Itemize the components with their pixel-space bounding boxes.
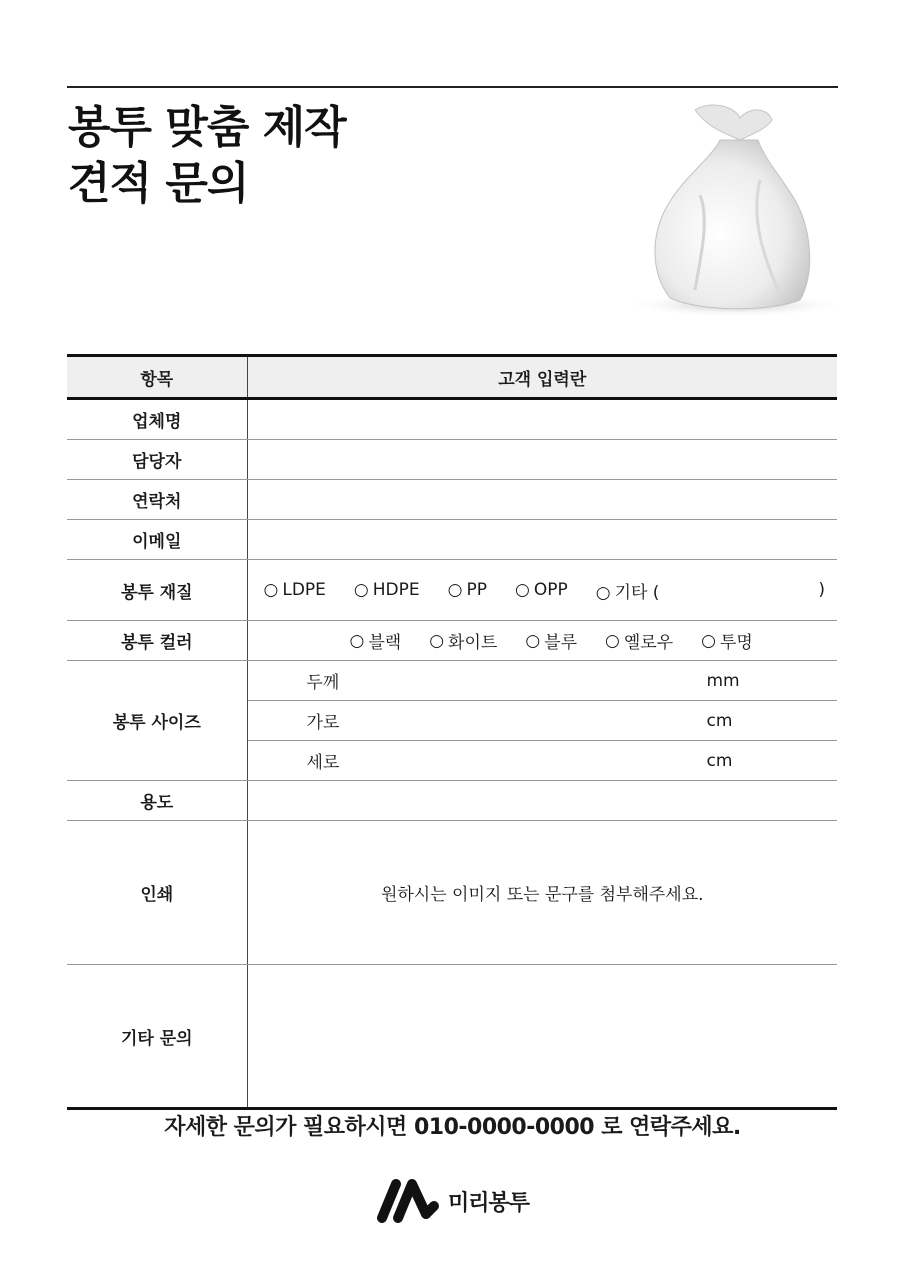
option-label: 기타 ( (614, 582, 660, 603)
size-field-label: 가로 (306, 713, 340, 733)
company-input-field[interactable] (247, 399, 837, 440)
option-label: 블랙 (368, 633, 402, 653)
table-row (67, 781, 837, 821)
color-option-blue[interactable] (525, 628, 577, 653)
material-option-ldpe[interactable] (264, 580, 326, 600)
material-options (247, 560, 837, 621)
label-etc: 기타 문의 (67, 965, 247, 1109)
size-width-field[interactable] (247, 701, 837, 741)
table-row (67, 821, 837, 965)
option-label: 블루 (544, 633, 578, 653)
radio-icon: ○ (349, 630, 365, 651)
radio-icon: ○ (447, 580, 463, 600)
label-material: 봉투 재질 (67, 560, 247, 621)
table-header-row (67, 356, 837, 399)
radio-icon: ○ (525, 630, 541, 651)
brand-name: 미리봉투 (448, 1190, 530, 1216)
header-customer-input: 고객 입력란 (247, 356, 837, 399)
radio-icon: ○ (701, 630, 716, 651)
print-input-field[interactable] (247, 821, 837, 965)
table-row (67, 621, 837, 661)
size-field-label: 세로 (306, 753, 340, 773)
radio-icon: ○ (263, 580, 279, 600)
option-label: PP (466, 580, 487, 600)
material-option-hdpe[interactable] (354, 580, 420, 600)
material-option-other[interactable] (596, 578, 825, 603)
label-size: 봉투 사이즈 (67, 661, 247, 781)
option-label: HDPE (372, 580, 420, 600)
usage-input-field[interactable] (247, 781, 837, 821)
title-line-1: 봉투 맞춤 제작 (68, 102, 346, 153)
table-row (67, 661, 837, 701)
radio-icon: ○ (595, 582, 611, 603)
option-label: 옐로우 (623, 633, 674, 653)
color-option-black[interactable] (350, 628, 402, 653)
table-row (67, 560, 837, 621)
label-company: 업체명 (67, 399, 247, 440)
radio-icon: ○ (605, 630, 620, 651)
table-row (67, 440, 837, 480)
size-height-field[interactable] (247, 741, 837, 781)
label-email: 이메일 (67, 520, 247, 560)
phone-input-field[interactable] (247, 480, 837, 520)
size-unit: cm (706, 710, 733, 731)
quote-form-table (67, 354, 837, 1110)
radio-icon: ○ (514, 580, 530, 600)
label-usage: 용도 (67, 781, 247, 821)
contact-person-input-field[interactable] (247, 440, 837, 480)
size-unit: mm (706, 670, 740, 691)
option-label: LDPE (282, 580, 326, 600)
size-unit: cm (706, 750, 733, 771)
material-option-pp[interactable] (448, 580, 487, 600)
header-item: 항목 (67, 356, 247, 399)
table-row (67, 399, 837, 440)
print-note: 원하시는 이미지 또는 문구를 첨부해주세요. (380, 885, 704, 905)
contact-footer-text: 자세한 문의가 필요하시면 010-0000-0000 로 연락주세요. (164, 1115, 741, 1140)
label-phone: 연락처 (67, 480, 247, 520)
color-options (247, 621, 837, 661)
email-input-field[interactable] (247, 520, 837, 560)
table-row (67, 520, 837, 560)
top-divider (67, 86, 838, 88)
radio-icon: ○ (429, 630, 445, 651)
plastic-bag-illustration (600, 100, 850, 320)
color-option-yellow[interactable] (605, 628, 673, 653)
brand-logo-icon (376, 1176, 442, 1226)
title-line-2: 견적 문의 (68, 158, 249, 209)
radio-icon: ○ (353, 580, 369, 600)
table-row (67, 965, 837, 1109)
label-contact-person: 담당자 (67, 440, 247, 480)
other-close-paren: ) (818, 580, 825, 600)
size-thickness-field[interactable] (247, 661, 837, 701)
page-title (68, 100, 346, 212)
color-option-clear[interactable] (701, 628, 753, 653)
material-option-opp[interactable] (515, 580, 568, 600)
option-label: OPP (533, 580, 568, 600)
label-color: 봉투 컬러 (67, 621, 247, 661)
brand-logo (376, 1176, 529, 1226)
etc-input-field[interactable] (247, 965, 837, 1109)
label-print: 인쇄 (67, 821, 247, 965)
option-label: 화이트 (448, 633, 498, 653)
table-row (67, 480, 837, 520)
size-field-label: 두께 (306, 673, 340, 693)
option-label: 투명 (720, 633, 753, 653)
color-option-white[interactable] (429, 628, 497, 653)
